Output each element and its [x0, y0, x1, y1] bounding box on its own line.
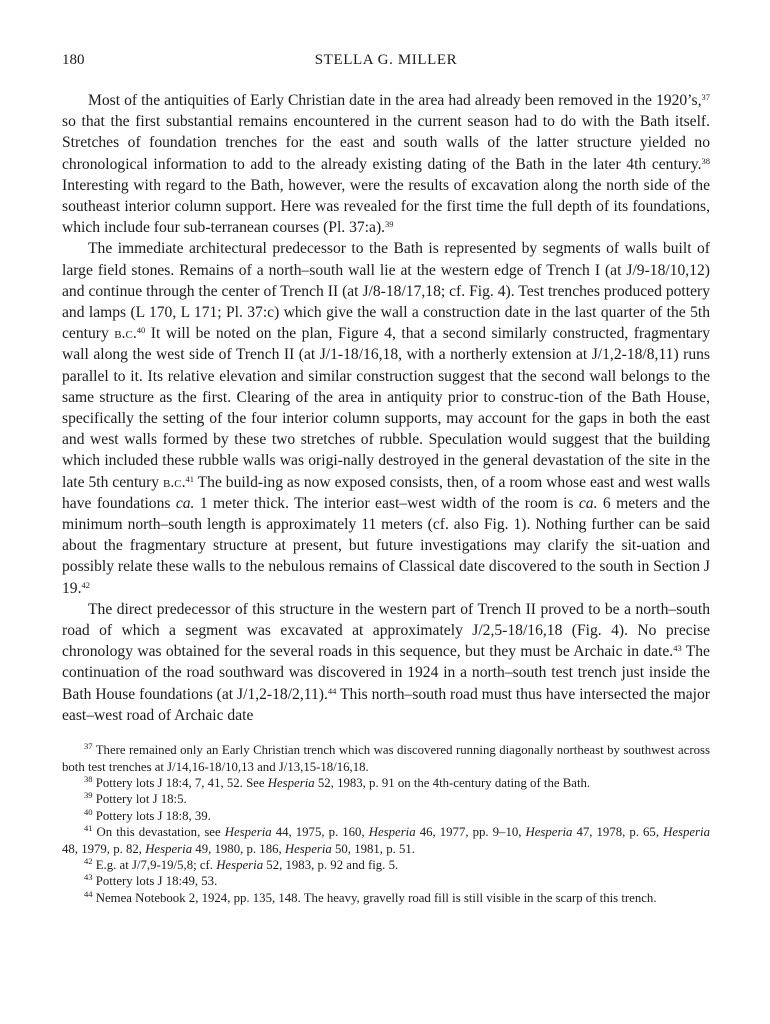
- note-ref: 43: [84, 872, 93, 883]
- running-title: STELLA G. MILLER: [314, 52, 458, 68]
- italic-text: ca.: [175, 494, 195, 512]
- footnotes: [62, 742, 710, 906]
- note-ref: 41: [185, 473, 194, 484]
- footnote: [62, 873, 710, 889]
- text-run: b.c.: [114, 325, 137, 343]
- note-ref: 38: [701, 155, 710, 166]
- text-run: so that the first substantial remains encountered in the current season had to do with the Bath itself. Stretches of foundation trenches for the east and south walls of the latter structure yielded no chronological information to add to the already existing dating of the Bath in the later 4th century.: [62, 113, 710, 173]
- footnote: [62, 824, 710, 857]
- note-ref: 39: [385, 219, 394, 230]
- text-run: Pottery lots J 18:8, 39.: [92, 808, 211, 823]
- text-run: The build-ing as now exposed consists, then, of a room whose east and west walls have foundations: [62, 473, 711, 512]
- text-run: 46, 1977, pp. 9–10,: [415, 825, 526, 840]
- note-ref: 37: [84, 741, 93, 752]
- italic-text: Hesperia: [663, 825, 710, 840]
- footnote: [62, 791, 710, 807]
- footnote: [62, 808, 710, 824]
- note-ref: 42: [84, 855, 93, 866]
- italic-text: Hesperia: [525, 825, 573, 840]
- text-run: b.c.: [163, 473, 186, 491]
- body-paragraph: [62, 599, 710, 726]
- note-ref: 42: [81, 579, 90, 590]
- text-run: Pottery lot J 18:5.: [92, 792, 187, 807]
- italic-text: Hesperia: [267, 775, 315, 790]
- text-run: 48, 1979, p. 82,: [62, 841, 146, 856]
- text-run: This north–south road must thus have intersected the major east–west road of Archaic date: [62, 685, 710, 724]
- text-run: 49, 1980, p. 186,: [192, 841, 285, 856]
- italic-text: Hesperia: [368, 825, 416, 840]
- text-run: 1 meter thick. The interior east–west width of the room is: [194, 494, 579, 512]
- note-ref: 40: [136, 325, 146, 336]
- footnote: [62, 890, 710, 906]
- note-ref: 39: [84, 790, 93, 801]
- italic-text: Hesperia: [145, 841, 193, 856]
- body-paragraph: [62, 238, 710, 598]
- text-run: The direct predecessor of this structure in the western part of Trench II proved to be a north–south road of which a segment was excavated at approximately J/2,5-18/16,18 (Fig. 4). No precise chronology was obtained for the several roads in this sequence, but they must be Archaic in date.: [62, 600, 710, 661]
- text-run: Nemea Notebook 2, 1924, pp. 135, 148. The heavy, gravelly road fill is still visible in the scarp of this trench.: [92, 890, 657, 905]
- running-head: [62, 52, 710, 76]
- text-run: On this devastation, see: [92, 825, 225, 840]
- text-run: 6 meters and the minimum north–south length is approximately 11 meters (cf. also Fig. 1). Nothing further can be said about the fragmentary structure at present, but future investigations may clarify the sit-uation and possibly relate these walls to the nebulous remains of Classical date discovered to the south in Section J 19.: [62, 494, 710, 597]
- text-run: The continuation of the road southward was discovered in 1924 in a north–south test trench just inside the Bath House foundations (at J/1,2-18/2,11).: [62, 643, 710, 703]
- text-run: E.g. at J/7,9-19/5,8; cf.: [92, 857, 217, 872]
- note-ref: 44: [84, 888, 93, 899]
- article-body: [62, 90, 710, 726]
- italic-text: ca.: [578, 494, 598, 512]
- italic-text: Hesperia: [284, 841, 332, 856]
- italic-text: Hesperia: [216, 857, 264, 872]
- text-run: Pottery lots J 18:4, 7, 41, 52. See: [92, 775, 268, 790]
- note-ref: 43: [673, 643, 682, 654]
- footnote: [62, 857, 710, 873]
- text-run: 52, 1983, p. 92 and fig. 5.: [263, 857, 399, 872]
- text-run: 52, 1983, p. 91 on the 4th-century dating of the Bath.: [314, 775, 591, 790]
- italic-text: Hesperia: [224, 825, 272, 840]
- text-run: Pottery lots J 18:49, 53.: [92, 874, 218, 889]
- footnote: [62, 775, 710, 791]
- note-ref: 38: [84, 773, 93, 784]
- page-number: 180: [62, 52, 85, 68]
- text-run: 44, 1975, p. 160,: [271, 825, 369, 840]
- text-run: Most of the antiquities of Early Christian date in the area had already been removed in the 1920’s,: [88, 92, 702, 109]
- note-ref: 37: [701, 92, 710, 102]
- footnote: [62, 742, 710, 775]
- note-ref: 40: [84, 806, 93, 817]
- note-ref: 44: [327, 685, 337, 696]
- body-paragraph: [62, 90, 710, 238]
- journal-page: [62, 52, 710, 906]
- text-run: It will be noted on the plan, Figure 4, that a second similarly constructed, fragmentary wall along the west side of Trench II (at J/1-18/16,18, with a northerly extension at J/1,2-18/8,11) runs parallel to it. Its relative elevation and similar construction suggest that the second wall belongs to the same structure as the first. Clearing of the area in antiquity prior to construc-tion of the Bath House, specifically the setting of the four interior column supports, may account for the gaps in both the east and west walls formed by these two stretches of rubble. Speculation would suggest that the building which included these rubble walls was origi-nally destroyed in the general devastation of the site in the late 5th century: [62, 325, 710, 491]
- note-ref: 41: [84, 823, 93, 834]
- text-run: 47, 1978, p. 65,: [572, 825, 664, 840]
- text-run: There remained only an Early Christian trench which was discovered running diagonally northeast by southwest across both test trenches at J/14,16-18/10,13 and J/13,15-18/16,18.: [62, 743, 710, 774]
- text-run: 50, 1981, p. 51.: [331, 841, 415, 856]
- text-run: The immediate architectural predecessor to the Bath is represented by segments of walls built of large field stones. Remains of a north–south wall lie at the western edge of Trench I (at J/9-18/10,12) and continue through the center of Trench II (at J/8-18/17,18; cf. Fig. 4). Test trenches produced pottery and lamps (L 170, L 171; Pl. 37:c) which give the wall a construction date in the last quarter of the 5th century: [62, 240, 710, 343]
- text-run: Interesting with regard to the Bath, however, were the results of excavation along the north side of the southeast interior column support. Here was revealed for the first time the full depth of its foundations, which include four sub-terranean courses (Pl. 37:a).: [62, 176, 710, 237]
